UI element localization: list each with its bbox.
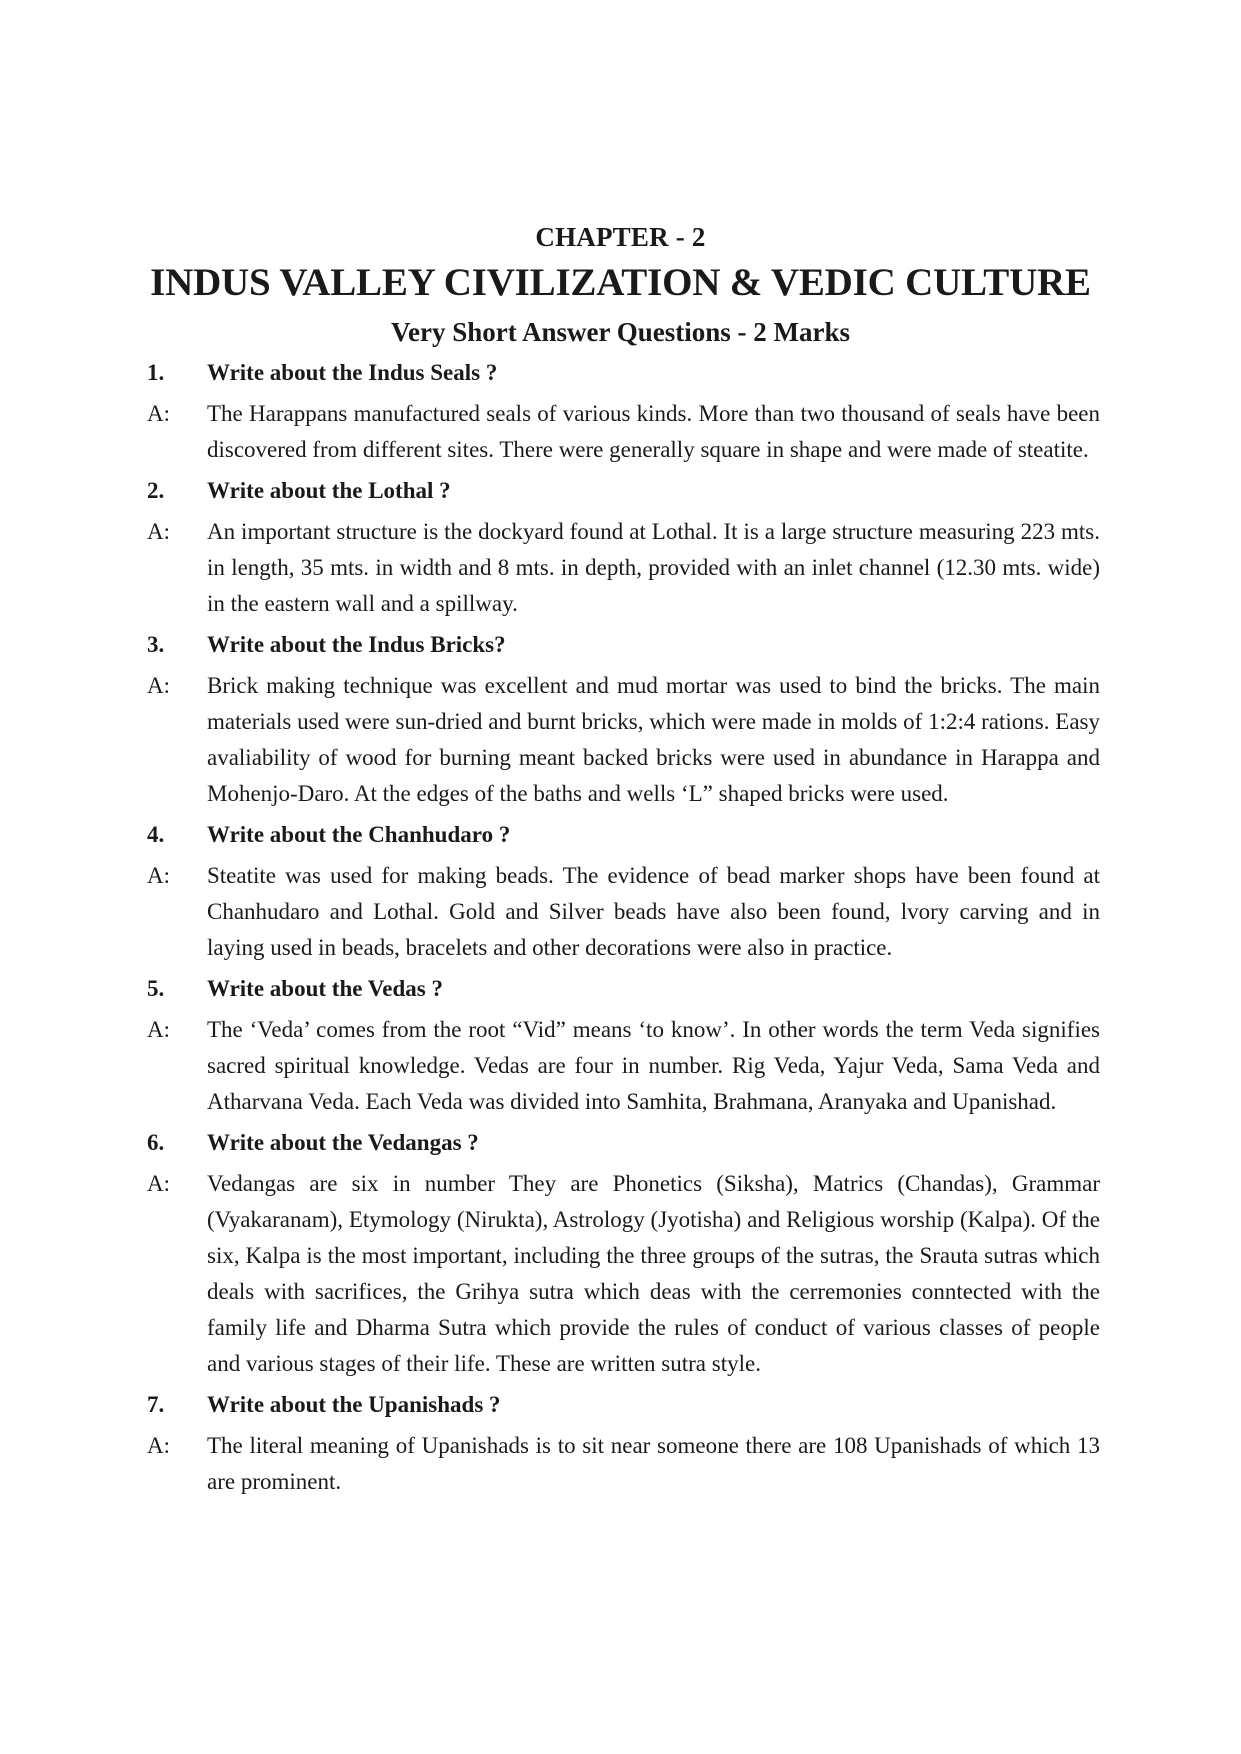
section-subtitle: Very Short Answer Questions - 2 Marks	[390, 317, 850, 347]
question-row	[0, 1125, 1241, 1161]
answer-row	[0, 1428, 1241, 1500]
answer-row	[0, 858, 1241, 966]
question-row	[0, 817, 1241, 853]
answer-row	[0, 1012, 1241, 1120]
question-text: Write about the Indus Bricks?	[207, 632, 506, 657]
answer-label: A:	[147, 673, 170, 698]
question-answer-list	[0, 355, 1241, 1505]
answer-row	[0, 396, 1241, 468]
answer-text: Vedangas are six in number They are Phonetics (Siksha), Matrics (Chandas), Grammar (Vyakaranam), Etymology (Nirukta), Astrology (Jyotisha) and Religious worship (Kalpa). Of the six, Kalpa is the most important, including the three groups of the sutras, the Srauta sutras which deals with sacrifices, the Grihya sutra which deas with the cerremonies conntected with the family life and Dharma Sutra which provide the rules of conduct of various classes of people and various stages of their life. These are written sutra style.	[207, 1171, 1100, 1376]
answer-text: The literal meaning of Upanishads is to sit near someone there are 108 Upanishads of which 13 are prominent.	[207, 1433, 1100, 1494]
question-number: 2.	[147, 478, 165, 503]
page-title: INDUS VALLEY CIVILIZATION & VEDIC CULTURE	[150, 261, 1091, 304]
question-number: 7.	[147, 1392, 165, 1417]
question-text: Write about the Vedas ?	[207, 976, 443, 1001]
chapter-heading: CHAPTER - 2	[535, 222, 706, 252]
answer-label: A:	[147, 1433, 170, 1458]
question-number: 4.	[147, 822, 165, 847]
question-row	[0, 473, 1241, 509]
question-row	[0, 1387, 1241, 1423]
answer-label: A:	[147, 863, 170, 888]
question-text: Write about the Chanhudaro ?	[207, 822, 511, 847]
question-text: Write about the Indus Seals ?	[207, 360, 498, 385]
question-number: 1.	[147, 360, 165, 385]
question-row	[0, 355, 1241, 391]
question-text: Write about the Vedangas ?	[207, 1130, 479, 1155]
answer-label: A:	[147, 1017, 170, 1042]
question-number: 5.	[147, 976, 165, 1001]
question-row	[0, 627, 1241, 663]
question-text: Write about the Lothal ?	[207, 478, 451, 503]
answer-row	[0, 1166, 1241, 1382]
answer-label: A:	[147, 401, 170, 426]
answer-text: Steatite was used for making beads. The evidence of bead marker shops have been found at Chanhudaro and Lothal. Gold and Silver beads have also been found, lvory carving and in laying used in beads, bracelets and other decorations were also in practice.	[207, 863, 1100, 960]
answer-label: A:	[147, 519, 170, 544]
answer-text: The ‘Veda’ comes from the root “Vid” means ‘to know’. In other words the term Veda signifies sacred spiritual knowledge. Vedas are four in number. Rig Veda, Yajur Veda, Sama Veda and Atharvana Veda. Each Veda was divided into Samhita, Brahmana, Aranyaka and Upanishad.	[207, 1017, 1100, 1114]
answer-row	[0, 514, 1241, 622]
answer-text: The Harappans manufactured seals of various kinds. More than two thousand of seals have been discovered from different sites. There were generally square in shape and were made of steatite.	[207, 401, 1100, 462]
answer-row	[0, 668, 1241, 812]
answer-label: A:	[147, 1171, 170, 1196]
question-number: 3.	[147, 632, 165, 657]
question-row	[0, 971, 1241, 1007]
answer-text: An important structure is the dockyard found at Lothal. It is a large structure measuring 223 mts. in length, 35 mts. in width and 8 mts. in depth, provided with an inlet channel (12.30 mts. wide) in the eastern wall and a spillway.	[207, 519, 1100, 616]
answer-text: Brick making technique was excellent and mud mortar was used to bind the bricks. The main materials used were sun-dried and burnt bricks, which were made in molds of 1:2:4 rations. Easy avaliability of wood for burning meant backed bricks were used in abundance in Harappa and Mohenjo-Daro. At the edges of the baths and wells ‘L” shaped bricks were used.	[207, 673, 1100, 806]
question-number: 6.	[147, 1130, 165, 1155]
question-text: Write about the Upanishads ?	[207, 1392, 501, 1417]
